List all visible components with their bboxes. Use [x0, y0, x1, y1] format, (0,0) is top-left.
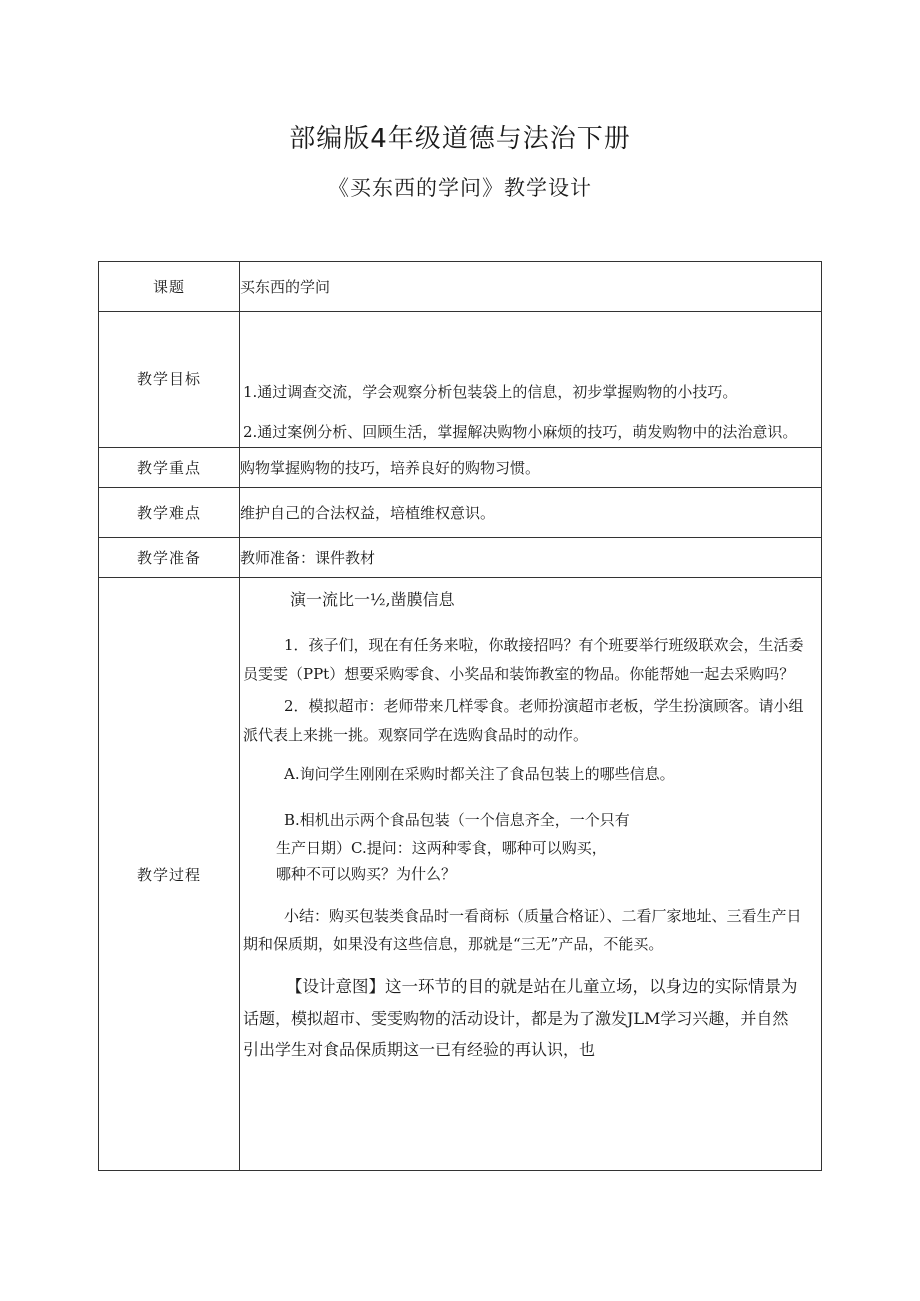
row-label-topic: 课题	[99, 262, 240, 312]
process-design-line1: 【设计意图】这一环节的目的就是站在儿童立场，以身边的实际情景为	[286, 977, 798, 996]
row-value-difficulties: 维护自己的合法权益，培植维权意识。	[240, 488, 822, 538]
document-subtitle: 《买东西的学问》教学设计	[328, 176, 592, 200]
row-value-process	[240, 578, 822, 1171]
row-label-preparation: 教学准备	[99, 538, 240, 578]
process-p2-line1: 2．模拟超市：老师带来几样零食。老师扮演超市老板，学生扮演顾客。请小组	[284, 697, 804, 715]
table-row-process	[99, 578, 822, 1171]
row-label-process: 教学过程	[99, 578, 240, 1171]
process-item-b-line3: 哪种不可以购买？为什么？	[276, 865, 457, 883]
document-title: 部编版4年级道德与法治下册	[289, 124, 631, 154]
process-item-b-line2: 生产日期）C.提问：这两种零食，哪种可以购买，	[276, 839, 607, 857]
process-p2-line2: 派代表上来挑一挑。观察同学在选购食品时的动作。	[243, 726, 589, 744]
process-p1-line1: 1．孩子们，现在有任务来啦，你敢接招吗？有个班要举行班级联欢会，生活委	[284, 636, 804, 654]
process-design-line2: 话题，模拟超市、雯雯购物的活动设计，都是为了激发JLM学习兴趣，并自然	[243, 1009, 789, 1028]
process-summary-line2: 期和保质期，如果没有这些信息，那就是“三无”产品，不能买。	[243, 935, 664, 953]
row-value-topic: 买东西的学问	[240, 262, 822, 312]
table-row-goals	[99, 312, 822, 448]
lesson-plan-table	[98, 261, 822, 1171]
process-item-b-line1: B.相机出示两个食品包装（一个信息齐全，一个只有	[284, 811, 630, 829]
row-label-difficulties: 教学难点	[99, 488, 240, 538]
process-design-line3: 引出学生对食品保质期这一已有经验的再认识，也	[243, 1040, 596, 1059]
process-summary-line1: 小结：购买包装类食品时一看商标（质量合格证）、二看厂家地址、三看生产日	[284, 907, 802, 925]
row-value-preparation: 教师准备：课件教材	[240, 538, 822, 578]
process-section-heading: 演一流比一½,凿膜信息	[290, 590, 455, 609]
goal-item-2: 2.通过案例分析、回顾生活，掌握解决购物小麻烦的技巧，萌发购物中的法治意识。	[243, 423, 798, 441]
row-value-key-points: 购物掌握购物的技巧，培养良好的购物习惯。	[240, 448, 822, 488]
table-row-preparation	[99, 538, 822, 578]
process-p1-line2: 员雯雯（PPt）想要采购零食、小奖品和装饰教室的物品。你能帮她一起去采购吗？	[243, 665, 795, 683]
table-row-key-points	[99, 448, 822, 488]
process-item-a: A.询问学生刚刚在采购时都关注了食品包装上的哪些信息。	[284, 765, 675, 783]
row-value-goals	[240, 312, 822, 448]
goals-label-text: 教学目标	[136, 370, 201, 388]
row-label-goals	[99, 312, 240, 448]
table-row-difficulties	[99, 488, 822, 538]
table-row-topic	[99, 262, 822, 312]
row-label-key-points: 教学重点	[99, 448, 240, 488]
goal-item-1: 1.通过调查交流，学会观察分析包装袋上的信息，初步掌握购物的小技巧。	[243, 383, 738, 401]
